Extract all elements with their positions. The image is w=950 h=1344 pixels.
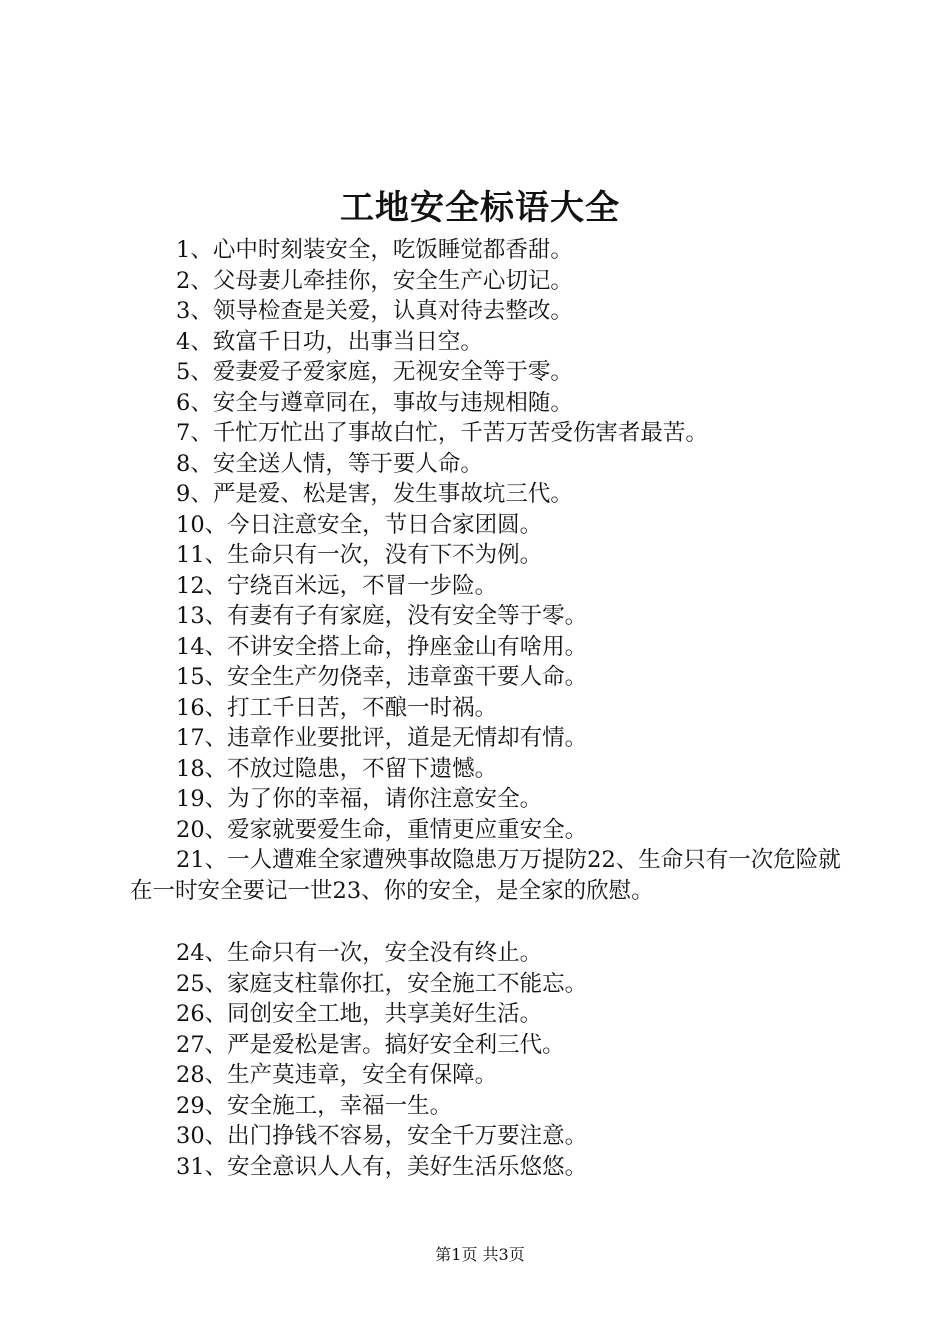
slogan-item: 6、安全与遵章同在，事故与违规相随。	[176, 389, 573, 416]
slogan-item: 5、爱妻爱子爱家庭，无视安全等于零。	[176, 359, 573, 385]
slogan-item: 30、出门挣钱不容易，安全千万要注意。	[176, 1123, 588, 1149]
slogan-item: 26、同创安全工地，共享美好生活。	[176, 1001, 543, 1027]
slogan-item: 11、生命只有一次，没有下不为例。	[176, 542, 543, 568]
slogan-item: 24、生命只有一次，安全没有终止。	[176, 940, 543, 966]
slogan-item: 7、千忙万忙出了事故白忙，千苦万苦受伤害者最苦。	[176, 420, 708, 446]
slogan-item: 9、严是爱、松是害，发生事故坑三代。	[176, 481, 573, 507]
slogan-item: 12、宁绕百米远，不冒一步险。	[176, 572, 498, 599]
slogan-item: 14、不讲安全搭上命，挣座金山有啥用。	[176, 633, 588, 660]
slogan-item: 13、有妻有子有家庭，没有安全等于零。	[176, 603, 588, 629]
slogan-item: 4、致富千日功，出事当日空。	[176, 328, 483, 355]
slogan-item: 17、违章作业要批评，道是无情却有情。	[176, 725, 588, 751]
slogan-item: 25、家庭支柱靠你扛，安全施工不能忘。	[176, 970, 588, 997]
slogan-item: 3、领导检查是关爱，认真对待去整改。	[176, 298, 573, 324]
slogan-combined-paragraph: 21、一人遭难全家遭殃事故隐患万万提防22、生命只有一次危险就在一时安全要记一世23、你的安全，是全家的欣慰。	[130, 847, 841, 904]
slogan-item: 10、今日注意安全，节日合家团圆。	[176, 511, 543, 538]
slogan-item: 28、生产莫违章，安全有保障。	[176, 1062, 498, 1088]
slogan-item: 20、爱家就要爱生命，重情更应重安全。	[176, 816, 588, 843]
slogan-item: 29、安全施工，幸福一生。	[176, 1092, 453, 1119]
slogan-item: 31、安全意识人人有，美好生活乐悠悠。	[176, 1153, 588, 1180]
slogan-item: 15、安全生产勿侥幸，违章蛮干要人命。	[176, 664, 588, 690]
slogan-item: 16、打工千日苦，不酿一时祸。	[176, 694, 498, 721]
slogan-item: 1、心中时刻装安全，吃饭睡觉都香甜。	[176, 237, 573, 263]
slogan-list	[0, 235, 950, 907]
slogan-item: 19、为了你的幸福，请你注意安全。	[176, 786, 543, 812]
slogan-item: 2、父母妻儿牵挂你，安全生产心切记。	[176, 267, 573, 294]
slogan-item: 18、不放过隐患，不留下遗憾。	[176, 755, 498, 782]
slogan-item: 27、严是爱松是害。搞好安全利三代。	[176, 1031, 565, 1058]
page-footer: 第1页 共3页	[435, 1245, 525, 1264]
slogan-list-continued	[0, 938, 950, 1182]
slogan-item: 8、安全送人情，等于要人命。	[176, 450, 483, 477]
page-title: 工地安全标语大全	[340, 188, 620, 228]
